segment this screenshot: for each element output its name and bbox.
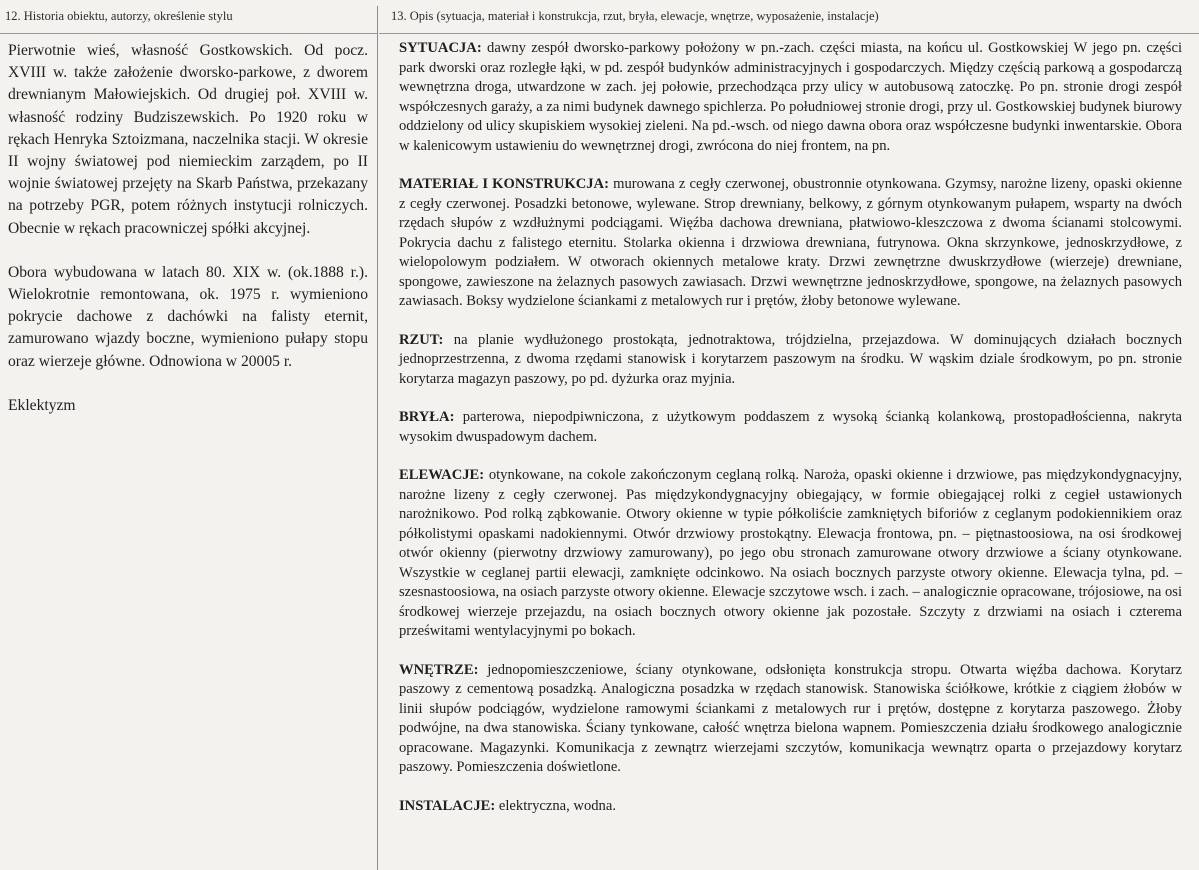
section-situation <box>399 39 1182 156</box>
section-text: elektryczna, wodna. <box>495 797 616 814</box>
section-text: otynkowane, na cokole zakończonym ceglaną rolką. Naroża, opaski okienne i drzwiowe, pas międzykondygnacyjny, narożne lizeny z cegły czerwonej. Pas międzykondygnacyjny obiegający, w formie obiegającej rolki z cegieł ustawionych narożnikowo. Pod rolką ząbkowanie. Otwory okienne w typie półkoliście zamkniętych biforiów z ceglanym podokiennikiem oraz półkolistymi opaskami nadokiennymi. Otwór drzwiowy prostokątny. Elewacja frontowa, pn. – piętnastoosiowa, na osi środkowej otwór okienny (pierwotny drzwiowy zamurowany), po jego obu stronach zamurowane otwory drzwiowe a ściany otynkowane. Wszystkie w ceglanej partii elewacji, zamknięte odcinkowo. Na osiach bocznych parzyste otwory okienne. Elewacja tylna, pd. – szesnastoosiowa, na osiach parzyste otwory okienne. Elewacje szczytowe wsch. i zach. – analogicznie opracowane, trójosiowe, na osi środkowej wierzeje przejazdu, na osiach bocznych otwory okienne jak pozostałe. Szczyty z drzwiami na osiach i czterema prześwitami wentylacyjnymi po bokach. <box>399 467 1182 639</box>
description-header: 13. Opis (sytuacja, materiał i konstrukcja, rzut, bryła, elewacje, wnętrze, wyposażenie, instalacje) <box>391 9 879 23</box>
section-text: parterowa, niepodpiwniczona, z użytkowym poddaszem z wysoką ścianką kolankową, prostopadłościenna, nakryta wysokim dwuspadowym dachem. <box>399 409 1182 445</box>
style-paragraph: Eklektyzm <box>8 396 76 414</box>
section-elevations <box>399 466 1182 642</box>
section-text: na planie wydłużonego prostokąta, jednotraktowa, trójdzielna, przejazdowa. W dominujących działach bocznych jednoprzestrzenna, z dwoma rzędami stanowisk i korytarzem paszowym na środku. W wąskim dziale środkowym, po pn. stronie korytarza magazyn paszowy, po pd. dyżurka oraz myjnia. <box>399 331 1182 387</box>
history-body <box>8 40 368 439</box>
history-column <box>0 0 378 870</box>
section-label: WNĘTRZE: <box>399 661 479 678</box>
section-plan <box>399 331 1182 390</box>
section-label: MATERIAŁ I KONSTRUKCJA: <box>399 176 609 192</box>
section-label: INSTALACJE: <box>399 797 496 814</box>
section-material <box>399 175 1182 312</box>
section-interior <box>399 661 1182 778</box>
section-label: BRYŁA: <box>399 409 455 425</box>
history-header: 12. Historia obiektu, autorzy, określenie stylu <box>5 9 233 23</box>
column-divider <box>377 6 378 870</box>
section-label: RZUT: <box>399 331 444 348</box>
section-form <box>399 408 1182 447</box>
history-paragraph: Pierwotnie wieś, własność Gostkowskich. Od pocz. XVIII w. także założenie dworsko-parkowe, z dworem drewnianym Małowiejskich. Od drugiej poł. XVIII w. własność rodziny Budziszewskich. Po 1920 roku w rękach Henryka Sztoizmana, naczelnika stacji. W okresie II wojny światowej pod niemieckim zarządem, po II wojnie światowej przejęty na Skarb Państwa, przekazany na potrzeby PGR, potem różnych instytucji rolniczych. Obecnie w rękach pracowniczej spółki akcyjnej. <box>8 42 368 237</box>
section-text: jednopomieszczeniowe, ściany otynkowane, odsłonięta konstrukcja stropu. Otwarta więźba dachowa. Korytarz paszowy z cementową posadzką. Analogiczna posadzka w rzędach stanowisk. Stanowiska ściółkowe, krótkie z ciągiem żłobów w linii słupów podciągów, wydzielone ramowymi ściankami z metalowych rur i prętów, dostępne z korytarza paszowego. Żłoby podwójne, na dwa stanowiska. Ściany tynkowane, całość wnętrza bielona wapnem. Pomieszczenia działu środkowego analogicznie opracowane. Magazynki. Komunikacja z zewnątrz wierzejami szczytów, komunikacja wewnątrz oparta o przejazdowy korytarz paszowy. Pomieszczenia doświetlone. <box>399 661 1182 775</box>
section-text: murowana z cegły czerwonej, obustronnie otynkowana. Gzymsy, narożne lizeny, opaski okienne z cegły czerwonej. Posadzki betonowe, wylewane. Strop drewniany, belkowy, z górnym otynkowanym pułapem, wsparty na dwóch rzędach słupów z wzdłużnymi podciągami. Więźba dachowa drewniana, płatwiowo-kleszczowa z dwoma ścianami stolcowymi. Pokrycia dachu z falistego eternitu. Stolarka okienna i drzwiowa drewniana, futrynowa. Okna skrzynkowe, jednoskrzydłowe, z wielopolowym podziałem. W otworach okiennych metalowe kraty. Drzwi zewnętrzne dwuskrzydłowe (wierzeje) drewniane, spongowe, zawieszone na żelaznych pasowych zawiasach. Drzwi wewnętrzne jednoskrzydłowe, spongowe, na żelaznych pasowych zawiasach. Boksy wydzielone ściankami z metalowych rur i prętów, żłoby betonowe wylewane. <box>399 176 1182 309</box>
section-text: dawny zespół dworsko-parkowy położony w pn.-zach. części miasta, na końcu ul. Gostkowskiej W jego pn. części park dworski oraz rozległe łąki, w pd. zespół budynków administracyjnych i gospodarczych. Między częścią parkową a gospodarczą wewnętrzna droga, utwardzone w zach. jej połowie, przechodząca przy ulicy w autobusową zatoczkę. Po pn. stronie drogi zespół współczesnych garaży, a za nimi budynek dawnego spichlerza. Po południowej stronie drogi, przy ul. Gostkowskiej budynek biurowy oddzielony od ulicy skupiskiem wysokiej zieleni. Na pd.-wsch. od niego dawna obora oraz współczesne budynki inwentarskie. Obora w kalenicowym ustawieniu do wewnętrznej drogi, zwrócona do niej frontem, na pn. <box>399 40 1182 154</box>
description-column <box>379 0 1199 870</box>
section-installations <box>399 797 1182 817</box>
section-label: ELEWACJE: <box>399 467 485 483</box>
description-body <box>399 39 1182 835</box>
section-label: SYTUACJA: <box>399 40 482 56</box>
history-paragraph: Obora wybudowana w latach 80. XIX w. (ok.1888 r.). Wielokrotnie remontowana, ok. 1975 r. wymieniono pokrycie dachowe z dachówki na falisty eternit, zamurowano wjazdy boczne, wymieniono pułapy stopu oraz wierzeje główne. Odnowiona w 20005 r. <box>8 263 368 370</box>
header-divider-left <box>0 33 378 34</box>
